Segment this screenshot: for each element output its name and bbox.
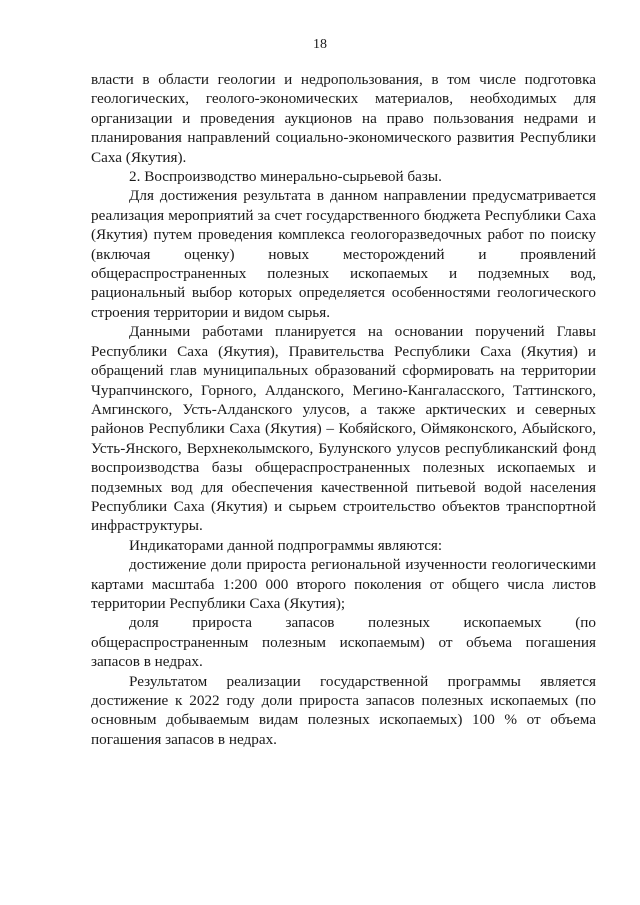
paragraph-7-indicator-2: доля прироста запасов полезных ископаемых (по общераспространенным полезным ископаемым) от объема погашения запасов в недрах. bbox=[91, 614, 596, 671]
paragraph-1: власти в области геологии и недропользования, в том числе подготовка геологических, геолого-экономических материалов, необходимых для организации и проведения аукционов на право пользования недрами и планирования направлений социально-экономического развития Республики Саха (Якутия). bbox=[91, 71, 596, 166]
paragraph-6-indicator-1: достижение доли прироста региональной изученности геологическими картами масштаба 1:200 000 второго поколения от общего числа листов территории Республики Саха (Якутия); bbox=[91, 556, 596, 612]
page-number: 18 bbox=[313, 37, 327, 52]
paragraph-4: Данными работами планируется на основании поручений Главы Республики Саха (Якутия), Правительства Республики Саха (Якутия) и обращений глав муниципальных образований сформировать на территории Чурапчинского, Горного, Алданского, Мегино-Кангаласского, Таттинского, Амгинского, Усть-Алданского улусов, а также арктических и северных районов Республики Саха (Якутия) – Кобяйского, Оймяконского, Абыйского, Усть-Янского, Верхнеколымского, Булунского улусов республиканский фонд воспроизводства базы общераспространенных полезных ископаемых и подземных вод для обеспечения качественной питьевой водой населения Республики Саха (Якутия) и сырьем строительство объектов транспортной инфраструктуры. bbox=[91, 323, 596, 535]
paragraph-8-result: Результатом реализации государственной программы является достижение к 2022 году доли прироста запасов полезных ископаемых (по основным добываемым видам полезных ископаемых) 100 % от объема погашения запасов в недрах. bbox=[91, 672, 596, 748]
paragraph-3: Для достижения результата в данном направлении предусматривается реализация мероприятий за счет государственного бюджета Республики Саха (Якутия) путем проведения комплекса геологоразведочных работ по поиску (включая оценку) новых месторождений и проявлений общераспространенных полезных ископаемых и подземных вод, рациональный выбор которых определяется особенностями геологического строения территории и видом сырья. bbox=[91, 187, 596, 321]
document-body bbox=[91, 70, 596, 749]
paragraph-5-indicators-intro: Индикаторами данной подпрограммы являются: bbox=[129, 536, 443, 554]
paragraph-2-section-heading: 2. Воспроизводство минерально-сырьевой базы. bbox=[129, 168, 442, 186]
